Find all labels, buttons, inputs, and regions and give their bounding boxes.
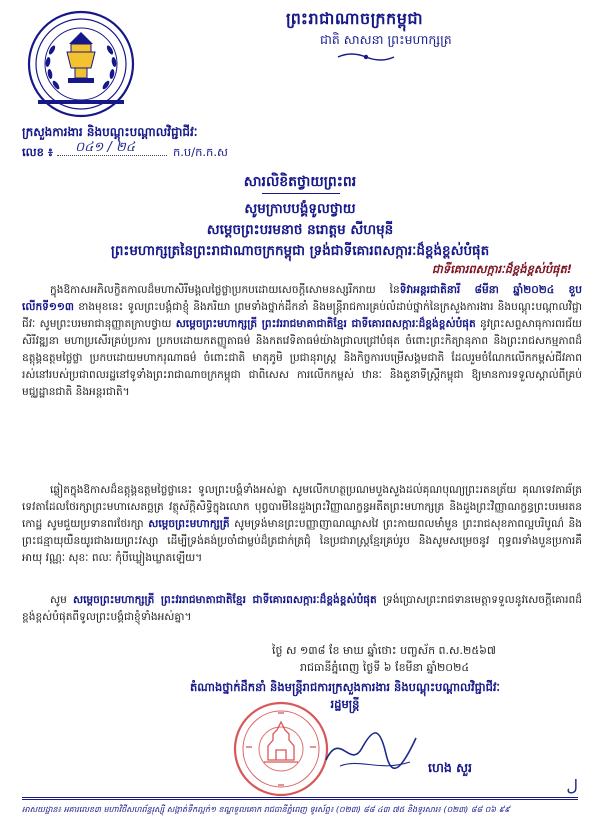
footer-rule <box>22 797 578 798</box>
kingdom-heading: ព្រះរាជាណាចក្រកម្ពុជា <box>286 9 424 28</box>
para1-highlight-1: ទិវាអន្តរជាតិនារី ៨មីនា ឆ្នាំ២០២៤ ខួបលើកទី១១៣ <box>22 284 582 313</box>
para1-start: ក្នុងឱកាសអភិលក្ខិតកាលដ៏មហាសិរីមង្គលថ្លៃថ្លាប្រកបដោយសេចក្តីសោមនស្សរីករាយ នៃ <box>50 284 400 296</box>
motto-ornament <box>336 50 396 64</box>
para2-start: ឆ្លៀតក្នុងឱកាសដ៏ឧត្តុង្គឧត្តមថ្លៃថ្លានេះ ទូលព្រះបង្គំទាំងអស់គ្នា សូមលើកហត្ថប្រណមបួងសួងដល់គុណបុណ្យព្រះរតនត្រ័យ គុណទេវតាឆ័ត្រ ទេវតាដែលថែរក្សាព្រះមហាសេតច្ឆត្រ វត្ថុស័ក្តិសិទ្ធិក្នុងលោក បុព្វបារមីនៃដួងព្រះវិញ្ញាណក្ខន្ធអតីតព្រះមហាក្សត្រ និងដួងព្រះវិញ្ញាណក្ខន្ធព្រះបរមរតនកោដ្ឋ សូមជួយប្រទានពរថែរក្សា <box>22 484 582 530</box>
signatory-name: ហេង សួរ <box>428 760 473 775</box>
para3-end: ទ្រង់ប្រោសព្រះរាជទានមេត្តាទទួលនូវសេចក្តីគោរពដ៏ខ្ពង់ខ្ពស់បំផុតពីទូលព្រះបង្គំជាខ្ញុំទាំងអស់គ្នា។ <box>22 594 582 623</box>
para1-end: នូវព្រះសព្ទសាធុការពរជ័យ សិរីវឌ្ឍនា មហាប្រសើរគ្រប់ប្រការ ប្រកបដោយកតញ្ញូតាធម៌ និងកតវេទិតាធម៌យ៉ាងជ្រាលជ្រៅបំផុត ចំពោះព្រះកិត្យានុភាព និងព្រះរាជសកម្មភាពដ៏ឧត្តុង្គឧត្តមថ្លៃថ្លា ប្រកបដោយមហាករុណាធម៌ ចំពោះជាតិ មាតុភូមិ ប្រជានុរាស្ត្រ និងកិច្ចការបម្រើសង្គមជាតិ ដែលរួមចំណែកលើកកម្ពស់ជីវភាពរស់នៅរបស់ប្រជាពលរដ្ឋនៅទូទាំងព្រះរាជាណាចក្រកម្ពុជា ជាពិសេស ការលើកកម្ពស់ ឋានៈ និងតួនាទីស្ត្រីកម្ពុជា ឱ្យមានការទទួលស្គាល់ពីគ្រប់មជ្ឈដ្ឋានជាតិ និងអន្តរជាតិ។ <box>22 318 583 398</box>
ministry-name: ក្រសួងការងារ និងបណ្តុះបណ្តាលវិជ្ជាជីវៈ <box>22 125 198 139</box>
para3-start: សូម <box>50 594 73 606</box>
national-motto: ជាតិ សាសនា ព្រះមហាក្សត្រ <box>320 32 452 47</box>
initial-mark: ل <box>566 776 578 795</box>
respect-line: សូមក្រាបបង្គំទូលថ្វាយ <box>244 201 356 217</box>
title-underline <box>262 193 340 194</box>
footer-address: អាសយដ្ឋាន៖ អគារលេខ៣ មហាវិថីសហព័ន្ធរុស្ស៊ី សង្កាត់ទឹកល្អក់១ ខណ្ឌទួលគោក រាជធានីភ្នំពេញ ទូរស័ព្ទ៖ (០២៣) ៨៨ ៤៣ ៧៥ និងទូរសារ៖ (០២៣) ៨៨ ០៦ ៩៩ <box>22 805 510 814</box>
body-paragraph-3 <box>22 592 582 626</box>
para3-highlight: សម្តេចព្រះមហាក្សត្រី ព្រះវររាជមាតាជាតិខ្មែរ ជាទីគោរពសក្ការៈដ៏ខ្ពង់ខ្ពស់បំផុត <box>72 594 377 606</box>
document-type-title: សារលិខិតថ្វាយព្រះពរ <box>243 174 357 190</box>
recipient-name: សម្តេចព្រះបរមនាថ នរោត្តម សីហមុនី <box>206 222 394 238</box>
signatory-representative: តំណាងថ្នាក់ដឹកនាំ និងមន្ត្រីរាជការក្រសួងការងារ និងបណ្តុះបណ្តាលវិជ្ជាជីវៈ <box>189 680 501 694</box>
para1-middle: ខាងមុខនេះ ទូលព្រះបង្គំជាខ្ញុំ និងភរិយា ព្រមទាំងថ្នាក់ដឹកនាំ និងមន្ត្រីរាជការគ្រប់លំដាប់ថ្នាក់នៃក្រសួងការងារ និងបណ្តុះបណ្តាលវិជ្ជាជីវៈ សូមព្រះបរមរាជានុញ្ញាតក្រាបថ្វាយ <box>22 301 582 330</box>
official-seal <box>232 700 330 798</box>
reference-suffix: ក.ប/ក.ក.ស <box>172 145 228 159</box>
body-paragraph-2 <box>22 482 582 567</box>
body-paragraph-1 <box>22 282 582 401</box>
footer-rule-thin <box>22 799 578 800</box>
recipient-honorific: ជាទីគោរពសក្ការៈដ៏ខ្ពង់ខ្ពស់បំផុត! <box>431 262 572 276</box>
lunar-date: ថ្ងៃ ស ១៣៨ ខែ មាឃ ឆ្នាំថោះ បញ្ចស័ក ព.ស.២៥៦៧ <box>272 644 496 657</box>
signatory-role: រដ្ឋមន្ត្រី <box>330 697 360 711</box>
reference-number: ០៤១ / ២៤ <box>74 140 135 155</box>
ministry-logo <box>22 8 140 120</box>
reference-number-row <box>22 140 228 162</box>
reference-label: លេខ ៖ <box>22 145 53 159</box>
reference-field <box>57 140 167 156</box>
para1-highlight-2: សម្តេចព្រះមហាក្សត្រី ព្រះវររាជមាតាជាតិខ្មែរ ជាទីគោរពសក្ការៈដ៏ខ្ពង់ខ្ពស់បំផុត <box>175 318 476 330</box>
para2-end: សូមទ្រង់មានព្រះបញ្ញាញាណឈ្លាសវៃ ព្រះកាយពលមាំមួន ព្រះរាជសុខភាពល្អបរិបូណ៌ និងព្រះជន្មាយុយឺនយូរជាងរយព្រះវស្សា ដើម្បីទ្រង់គង់ប្រចាំជាម្លប់ដ៏ត្រជាក់ត្រជុំ នៃប្រជារាស្ត្រខ្មែរគ្រប់រូប និងសូមសម្រេចនូវ ពុទ្ធពរទាំងបួនប្រការគឺ អាយុ វណ្ណៈ សុខៈ ពលៈ កុំបីឃ្លៀងឃ្លាតឡើយ។ <box>22 518 582 564</box>
handwritten-signature <box>320 720 420 780</box>
recipient-title: ព្រះមហាក្សត្រនៃព្រះរាជាណាចក្រកម្ពុជា ទ្រង់ជាទីគោរពសក្ការៈដ៏ខ្ពង់ខ្ពស់បំផុត <box>110 243 490 259</box>
solar-date: រាជធានីភ្នំពេញ ថ្ងៃទី ៦ ខែមីនា ឆ្នាំ២០២៤ <box>300 661 470 674</box>
para2-highlight: សម្តេចព្រះមហាក្សត្រី <box>148 518 230 530</box>
